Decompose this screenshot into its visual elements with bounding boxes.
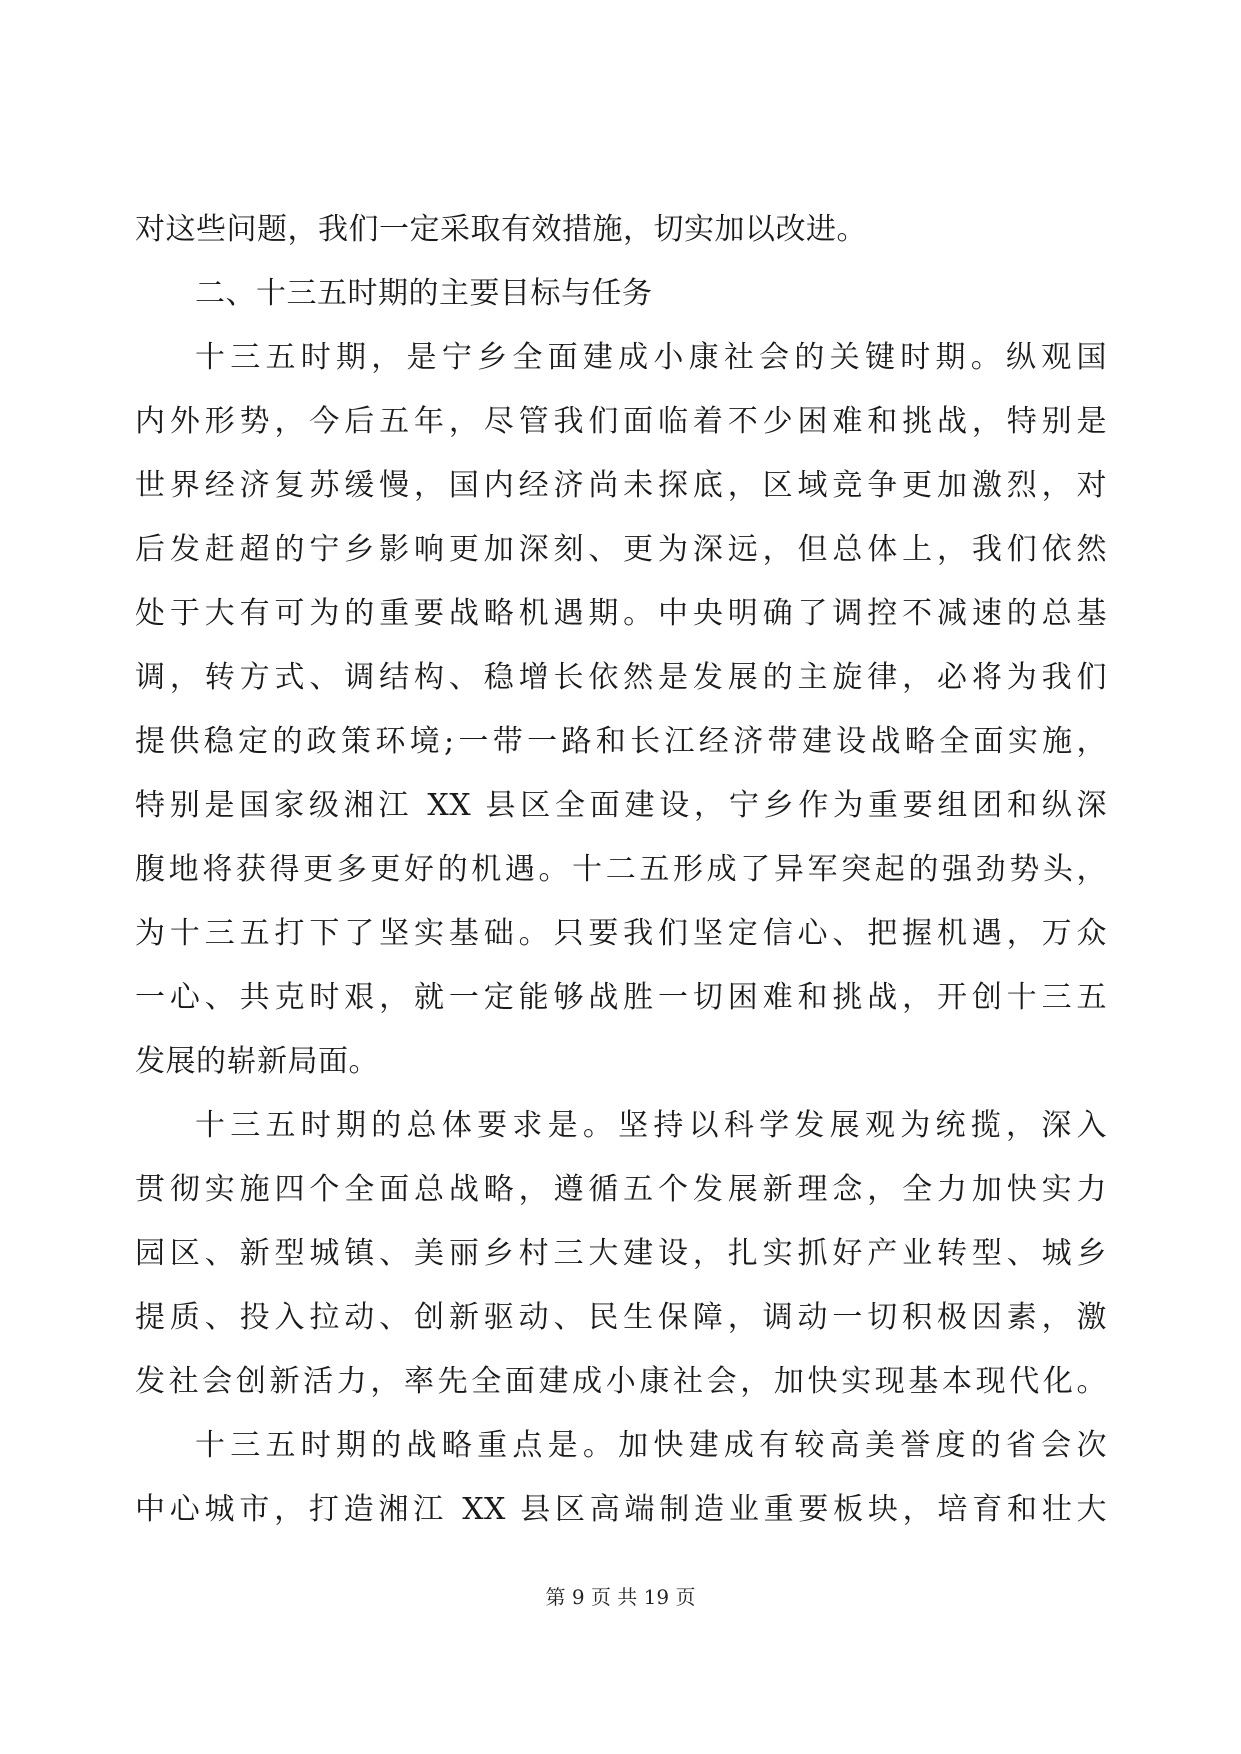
text-line: 世界经济复苏缓慢，国内经济尚未探底，区域竞争更加激烈，对 <box>135 468 1107 503</box>
text-line: 十三五时期的战略重点是。加快建成有较高美誉度的省会次 <box>195 1428 1107 1463</box>
text-line: 特别是国家级湘江 XX 县区全面建设，宁乡作为重要组团和纵深 <box>135 788 1107 823</box>
text-line: 对这些问题，我们一定采取有效措施，切实加以改进。 <box>135 212 867 247</box>
text-line: 一心、共克时艰，就一定能够战胜一切困难和挑战，开创十三五 <box>135 980 1107 1015</box>
text-line: 腹地将获得更多更好的机遇。十二五形成了异军突起的强劲势头， <box>135 852 1107 887</box>
text-line: 中心城市，打造湘江 XX 县区高端制造业重要板块，培育和壮大 <box>135 1492 1107 1527</box>
text-line: 后发赶超的宁乡影响更加深刻、更为深远，但总体上，我们依然 <box>135 532 1107 567</box>
text-line: 提供稳定的政策环境;一带一路和长江经济带建设战略全面实施， <box>135 724 1107 759</box>
text-line: 园区、新型城镇、美丽乡村三大建设，扎实抓好产业转型、城乡 <box>135 1236 1107 1271</box>
page-footer: 第 9 页 共 19 页 <box>545 1585 696 1609</box>
body-text <box>135 198 1107 1542</box>
text-line: 十三五时期的总体要求是。坚持以科学发展观为统揽，深入 <box>195 1108 1107 1143</box>
text-line: 提质、投入拉动、创新驱动、民生保障，调动一切积极因素，激 <box>135 1300 1107 1335</box>
text-line: 十三五时期，是宁乡全面建成小康社会的关键时期。纵观国 <box>195 340 1107 375</box>
text-line: 二、十三五时期的主要目标与任务 <box>195 276 653 311</box>
text-line: 内外形势，今后五年，尽管我们面临着不少困难和挑战，特别是 <box>135 404 1107 439</box>
text-line: 为十三五打下了坚实基础。只要我们坚定信心、把握机遇，万众 <box>135 916 1107 951</box>
text-line: 调，转方式、调结构、稳增长依然是发展的主旋律，必将为我们 <box>135 660 1107 695</box>
text-line: 贯彻实施四个全面总战略，遵循五个发展新理念，全力加快实力 <box>135 1172 1107 1207</box>
text-line: 发展的崭新局面。 <box>135 1044 379 1079</box>
text-line: 发社会创新活力，率先全面建成小康社会，加快实现基本现代化。 <box>135 1364 1107 1399</box>
text-line: 处于大有可为的重要战略机遇期。中央明确了调控不减速的总基 <box>135 596 1107 631</box>
